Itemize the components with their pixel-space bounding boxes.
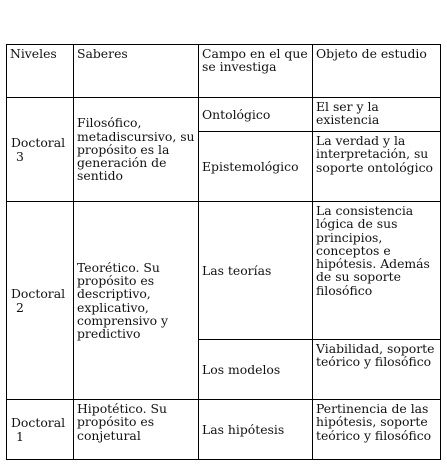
level-label: Doctoral xyxy=(11,135,66,151)
level-number: 3 xyxy=(16,148,24,164)
objeto-cell: La verdad y la interpretación, su soporte ontológico xyxy=(313,132,441,202)
campo-cell: Las teorías xyxy=(199,202,313,340)
header-campo: Campo en el que se investiga xyxy=(199,45,313,98)
header-niveles: Niveles xyxy=(7,45,74,98)
objeto-cell: Viabilidad, soporte teórico y filosófico xyxy=(313,340,441,400)
level-cell-doctoral-2 xyxy=(7,202,74,400)
saber-cell: Teorético. Su propósito es descriptivo, explicativo, comprensivo y predictivo xyxy=(74,202,199,400)
campo-cell: Los modelos xyxy=(199,340,313,400)
level-cell-doctoral-3 xyxy=(7,98,74,202)
header-objeto: Objeto de estudio xyxy=(313,45,441,98)
campo-cell: Las hipótesis xyxy=(199,400,313,460)
campo-cell: Ontológico xyxy=(199,98,313,132)
saber-cell: Filosófico, metadiscursivo, su propósito es la generación de sentido xyxy=(74,98,199,202)
table-row xyxy=(7,98,441,132)
level-label: Doctoral xyxy=(11,286,66,302)
table-header-row xyxy=(7,45,441,98)
level-number: 2 xyxy=(16,299,24,315)
level-number: 1 xyxy=(16,428,24,444)
header-saberes: Saberes xyxy=(74,45,199,98)
saber-cell: Hipotético. Su propósito es conjetural xyxy=(74,400,199,460)
objeto-cell: La consistencia lógica de sus principios, conceptos e hipótesis. Además de su soporte filosófico xyxy=(313,202,441,340)
objeto-cell: El ser y la existencia xyxy=(313,98,441,132)
levels-table xyxy=(6,44,441,460)
table-row xyxy=(7,202,441,340)
table-row xyxy=(7,400,441,460)
objeto-cell: Pertinencia de las hipótesis, soporte teórico y filosófico xyxy=(313,400,441,460)
campo-cell: Epistemológico xyxy=(199,132,313,202)
level-label: Doctoral xyxy=(11,415,66,431)
level-cell-doctoral-1 xyxy=(7,400,74,460)
